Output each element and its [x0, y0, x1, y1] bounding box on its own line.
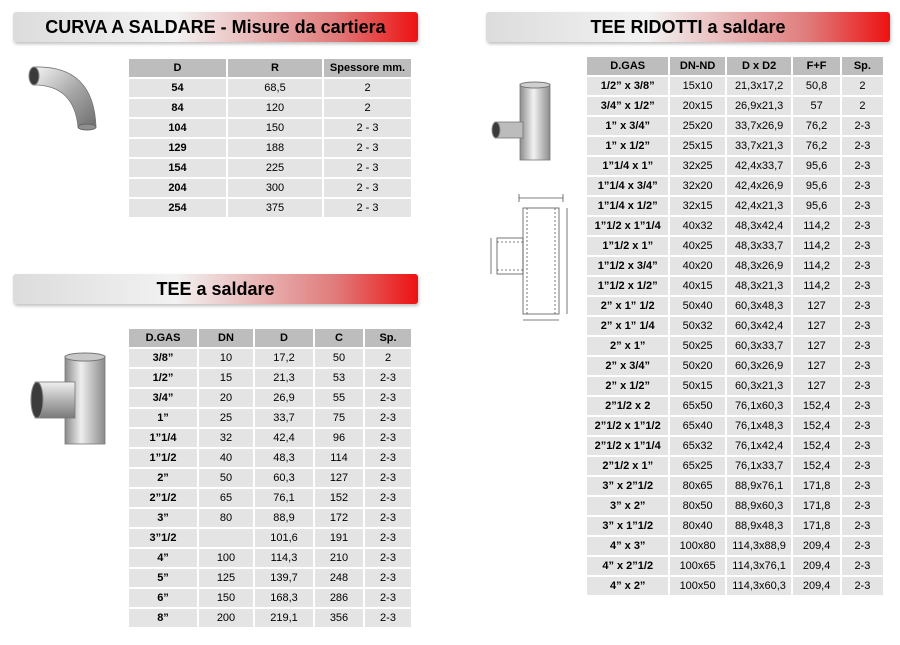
table-cell: 209,4 — [793, 557, 839, 575]
table-row — [587, 97, 883, 115]
column-header: DN — [199, 329, 253, 347]
table-cell: 2-3 — [842, 537, 883, 555]
table-cell: 3” — [129, 509, 197, 527]
table-cell: 2 - 3 — [324, 179, 411, 197]
column-header: Sp. — [842, 57, 883, 75]
table-cell: 50x32 — [670, 317, 724, 335]
table-cell: 76,1 — [255, 489, 313, 507]
table-row — [587, 457, 883, 475]
table-cell: 127 — [793, 337, 839, 355]
table-cell: 3”1/2 — [129, 529, 197, 547]
table-row — [129, 179, 411, 197]
table-cell: 32x25 — [670, 157, 724, 175]
table-cell: 101,6 — [255, 529, 313, 547]
tee-title-banner: TEE a saldare — [13, 274, 418, 304]
table-cell: 88,9x48,3 — [727, 517, 792, 535]
table-cell: 2 - 3 — [324, 199, 411, 217]
table-cell: 2-3 — [842, 457, 883, 475]
table-cell: 2”1/2 x 2 — [587, 397, 668, 415]
table-cell: 2-3 — [842, 317, 883, 335]
table-row — [129, 159, 411, 177]
elbow-pipe-image — [22, 55, 112, 135]
table-cell: 356 — [315, 609, 363, 627]
table-cell: 3/4” x 1/2” — [587, 97, 668, 115]
column-header: D — [129, 59, 226, 77]
table-cell: 2-3 — [842, 417, 883, 435]
table-cell: 15x10 — [670, 77, 724, 95]
table-cell: 26,9 — [255, 389, 313, 407]
table-cell: 127 — [793, 297, 839, 315]
table-cell: 2-3 — [842, 497, 883, 515]
table-cell: 152,4 — [793, 397, 839, 415]
table-row — [129, 569, 411, 587]
table-cell: 3/8” — [129, 349, 197, 367]
table-cell: 1/2” — [129, 369, 197, 387]
table-cell: 48,3x26,9 — [727, 257, 792, 275]
table-cell: 300 — [228, 179, 322, 197]
table-cell: 53 — [315, 369, 363, 387]
table-row — [587, 337, 883, 355]
table-cell: 375 — [228, 199, 322, 217]
table-cell: 1”1/2 x 1/2” — [587, 277, 668, 295]
table-cell: 3” x 2” — [587, 497, 668, 515]
table-cell: 42,4x21,3 — [727, 197, 792, 215]
table-cell: 84 — [129, 99, 226, 117]
table-row — [129, 449, 411, 467]
table-cell: 65x25 — [670, 457, 724, 475]
tee-ridotti-table — [585, 55, 885, 597]
table-cell: 50 — [315, 349, 363, 367]
table-cell: 171,8 — [793, 477, 839, 495]
table-cell: 2-3 — [365, 509, 411, 527]
table-cell: 210 — [315, 549, 363, 567]
table-row — [129, 529, 411, 547]
table-cell: 2-3 — [842, 337, 883, 355]
column-header: Spessore mm. — [324, 59, 411, 77]
table-cell: 2-3 — [842, 557, 883, 575]
table-cell: 80 — [199, 509, 253, 527]
table-cell: 65x50 — [670, 397, 724, 415]
table-row — [587, 277, 883, 295]
table-cell — [199, 529, 253, 547]
table-cell: 33,7x26,9 — [727, 117, 792, 135]
table-cell: 127 — [793, 317, 839, 335]
table-row — [587, 497, 883, 515]
table-cell: 2-3 — [842, 257, 883, 275]
table-cell: 33,7 — [255, 409, 313, 427]
table-cell: 171,8 — [793, 517, 839, 535]
table-cell: 2-3 — [842, 437, 883, 455]
table-row — [129, 369, 411, 387]
column-header: C — [315, 329, 363, 347]
table-cell: 254 — [129, 199, 226, 217]
table-cell: 4” — [129, 549, 197, 567]
table-cell: 55 — [315, 389, 363, 407]
table-cell: 2-3 — [842, 117, 883, 135]
table-row — [129, 609, 411, 627]
table-cell: 4” x 2” — [587, 577, 668, 595]
table-cell: 4” x 2”1/2 — [587, 557, 668, 575]
table-cell: 2” — [129, 469, 197, 487]
table-cell: 20 — [199, 389, 253, 407]
table-cell: 88,9x76,1 — [727, 477, 792, 495]
tee-ridotti-title-banner: TEE RIDOTTI a saldare — [486, 12, 890, 42]
table-cell: 42,4x26,9 — [727, 177, 792, 195]
table-cell: 286 — [315, 589, 363, 607]
table-cell: 21,3 — [255, 369, 313, 387]
table-row — [587, 317, 883, 335]
column-header: D — [255, 329, 313, 347]
table-cell: 172 — [315, 509, 363, 527]
table-cell: 127 — [315, 469, 363, 487]
table-cell: 80x40 — [670, 517, 724, 535]
curva-table — [127, 57, 413, 219]
table-cell: 2-3 — [842, 577, 883, 595]
table-cell: 6” — [129, 589, 197, 607]
table-cell: 2-3 — [842, 297, 883, 315]
table-cell: 40x20 — [670, 257, 724, 275]
table-cell: 114,3 — [255, 549, 313, 567]
table-cell: 1” x 1/2” — [587, 137, 668, 155]
table-cell: 1”1/4 x 1/2” — [587, 197, 668, 215]
table-cell: 2-3 — [842, 477, 883, 495]
table-cell: 40 — [199, 449, 253, 467]
table-cell: 2-3 — [842, 397, 883, 415]
table-cell: 127 — [793, 357, 839, 375]
table-cell: 21,3x17,2 — [727, 77, 792, 95]
table-cell: 152,4 — [793, 417, 839, 435]
table-cell: 2 - 3 — [324, 119, 411, 137]
table-row — [587, 157, 883, 175]
table-row — [129, 99, 411, 117]
table-cell: 50x25 — [670, 337, 724, 355]
table-cell: 1”1/4 x 3/4” — [587, 177, 668, 195]
table-cell: 1”1/4 x 1” — [587, 157, 668, 175]
column-header: DN-ND — [670, 57, 724, 75]
table-cell: 2”1/2 x 1” — [587, 457, 668, 475]
table-row — [587, 357, 883, 375]
table-cell: 60,3x21,3 — [727, 377, 792, 395]
table-cell: 154 — [129, 159, 226, 177]
table-row — [129, 549, 411, 567]
table-row — [129, 139, 411, 157]
column-header: D.GAS — [129, 329, 197, 347]
table-cell: 2-3 — [842, 277, 883, 295]
table-cell: 95,6 — [793, 197, 839, 215]
table-cell: 5” — [129, 569, 197, 587]
table-row — [587, 437, 883, 455]
table-cell: 60,3x42,4 — [727, 317, 792, 335]
table-row — [587, 117, 883, 135]
table-cell: 60,3 — [255, 469, 313, 487]
table-cell: 127 — [793, 377, 839, 395]
table-cell: 2-3 — [365, 569, 411, 587]
table-cell: 54 — [129, 79, 226, 97]
table-cell: 2-3 — [365, 589, 411, 607]
table-cell: 2” x 1” 1/2 — [587, 297, 668, 315]
table-cell: 2”1/2 x 1”1/4 — [587, 437, 668, 455]
table-cell: 88,9 — [255, 509, 313, 527]
table-cell: 50x15 — [670, 377, 724, 395]
table-cell: 219,1 — [255, 609, 313, 627]
table-cell: 104 — [129, 119, 226, 137]
table-cell: 42,4x33,7 — [727, 157, 792, 175]
table-cell: 50 — [199, 469, 253, 487]
table-row — [587, 477, 883, 495]
table-cell: 152,4 — [793, 457, 839, 475]
table-cell: 2” x 3/4” — [587, 357, 668, 375]
table-cell: 191 — [315, 529, 363, 547]
table-cell: 152,4 — [793, 437, 839, 455]
table-cell: 42,4 — [255, 429, 313, 447]
table-cell: 2-3 — [842, 157, 883, 175]
table-cell: 60,3x26,9 — [727, 357, 792, 375]
table-row — [587, 197, 883, 215]
table-row — [587, 397, 883, 415]
table-row — [129, 509, 411, 527]
table-cell: 75 — [315, 409, 363, 427]
table-cell: 1” x 3/4” — [587, 117, 668, 135]
table-cell: 50x40 — [670, 297, 724, 315]
table-cell: 80x50 — [670, 497, 724, 515]
table-cell: 15 — [199, 369, 253, 387]
table-row — [587, 577, 883, 595]
table-cell: 2-3 — [842, 517, 883, 535]
table-cell: 60,3x33,7 — [727, 337, 792, 355]
table-row — [587, 217, 883, 235]
table-cell: 32 — [199, 429, 253, 447]
table-cell: 76,1x60,3 — [727, 397, 792, 415]
table-row — [587, 177, 883, 195]
table-cell: 2-3 — [365, 549, 411, 567]
table-cell: 120 — [228, 99, 322, 117]
table-cell: 2 - 3 — [324, 159, 411, 177]
table-cell: 2-3 — [365, 529, 411, 547]
table-cell: 2-3 — [842, 177, 883, 195]
table-cell: 209,4 — [793, 577, 839, 595]
table-row — [587, 257, 883, 275]
table-row — [129, 119, 411, 137]
table-row — [587, 557, 883, 575]
table-row — [129, 489, 411, 507]
table-cell: 40x15 — [670, 277, 724, 295]
table-cell: 2”1/2 x 1”1/2 — [587, 417, 668, 435]
table-cell: 48,3x42,4 — [727, 217, 792, 235]
table-cell: 8” — [129, 609, 197, 627]
table-cell: 100x65 — [670, 557, 724, 575]
table-cell: 96 — [315, 429, 363, 447]
table-cell: 2-3 — [842, 217, 883, 235]
table-cell: 100x80 — [670, 537, 724, 555]
table-cell: 2-3 — [842, 357, 883, 375]
table-cell: 2-3 — [842, 137, 883, 155]
table-cell: 209,4 — [793, 537, 839, 555]
table-row — [587, 237, 883, 255]
tee-header-row — [129, 329, 411, 347]
table-cell: 150 — [199, 589, 253, 607]
table-cell: 1/2” x 3/8” — [587, 77, 668, 95]
table-cell: 2-3 — [365, 429, 411, 447]
table-cell: 2-3 — [365, 489, 411, 507]
table-row — [129, 79, 411, 97]
table-cell: 76,1x33,7 — [727, 457, 792, 475]
table-row — [129, 429, 411, 447]
table-cell: 48,3x21,3 — [727, 277, 792, 295]
table-cell: 76,1x42,4 — [727, 437, 792, 455]
table-cell: 2-3 — [365, 469, 411, 487]
table-cell: 2 — [365, 349, 411, 367]
table-cell: 114 — [315, 449, 363, 467]
table-cell: 1”1/2 — [129, 449, 197, 467]
table-row — [587, 517, 883, 535]
table-cell: 1”1/4 — [129, 429, 197, 447]
table-cell: 76,1x48,3 — [727, 417, 792, 435]
table-cell: 114,2 — [793, 217, 839, 235]
table-cell: 20x15 — [670, 97, 724, 115]
table-row — [129, 469, 411, 487]
table-cell: 17,2 — [255, 349, 313, 367]
table-cell: 114,2 — [793, 277, 839, 295]
table-cell: 2 — [324, 99, 411, 117]
table-row — [587, 537, 883, 555]
table-row — [129, 409, 411, 427]
table-row — [587, 417, 883, 435]
table-cell: 139,7 — [255, 569, 313, 587]
table-cell: 2-3 — [842, 197, 883, 215]
tee-ridotti-header-row — [587, 57, 883, 75]
table-cell: 204 — [129, 179, 226, 197]
table-cell: 2”1/2 — [129, 489, 197, 507]
table-cell: 3” x 1”1/2 — [587, 517, 668, 535]
table-cell: 2-3 — [365, 369, 411, 387]
table-cell: 65x40 — [670, 417, 724, 435]
table-cell: 171,8 — [793, 497, 839, 515]
table-cell: 32x15 — [670, 197, 724, 215]
table-row — [587, 137, 883, 155]
table-cell: 114,3x60,3 — [727, 577, 792, 595]
table-row — [587, 77, 883, 95]
table-row — [129, 589, 411, 607]
table-cell: 168,3 — [255, 589, 313, 607]
table-cell: 1” — [129, 409, 197, 427]
table-cell: 10 — [199, 349, 253, 367]
column-header: F+F — [793, 57, 839, 75]
table-cell: 100x50 — [670, 577, 724, 595]
table-cell: 57 — [793, 97, 839, 115]
table-row — [129, 199, 411, 217]
table-row — [587, 377, 883, 395]
table-cell: 114,2 — [793, 237, 839, 255]
table-cell: 200 — [199, 609, 253, 627]
tee-pipe-image — [25, 350, 125, 450]
table-cell: 65 — [199, 489, 253, 507]
table-cell: 114,2 — [793, 257, 839, 275]
table-cell: 3” x 2”1/2 — [587, 477, 668, 495]
table-cell: 152 — [315, 489, 363, 507]
table-cell: 26,9x21,3 — [727, 97, 792, 115]
table-cell: 129 — [129, 139, 226, 157]
table-cell: 68,5 — [228, 79, 322, 97]
table-cell: 2” x 1” 1/4 — [587, 317, 668, 335]
table-cell: 2 — [842, 97, 883, 115]
table-cell: 2-3 — [365, 609, 411, 627]
table-cell: 50x20 — [670, 357, 724, 375]
table-cell: 60,3x48,3 — [727, 297, 792, 315]
table-cell: 76,2 — [793, 137, 839, 155]
table-cell: 40x32 — [670, 217, 724, 235]
reducing-tee-image — [487, 80, 572, 165]
curva-title-banner: CURVA A SALDARE - Misure da cartiera — [13, 12, 418, 42]
table-cell: 80x65 — [670, 477, 724, 495]
table-cell: 188 — [228, 139, 322, 157]
table-cell: 32x20 — [670, 177, 724, 195]
table-cell: 2-3 — [842, 237, 883, 255]
table-cell: 25 — [199, 409, 253, 427]
table-cell: 150 — [228, 119, 322, 137]
table-cell: 248 — [315, 569, 363, 587]
table-row — [129, 349, 411, 367]
table-row — [129, 389, 411, 407]
table-cell: 2 — [324, 79, 411, 97]
table-cell: 50,8 — [793, 77, 839, 95]
table-cell: 33,7x21,3 — [727, 137, 792, 155]
table-cell: 125 — [199, 569, 253, 587]
table-cell: 48,3 — [255, 449, 313, 467]
table-cell: 2” x 1/2” — [587, 377, 668, 395]
table-cell: 2-3 — [365, 389, 411, 407]
table-cell: 1”1/2 x 3/4” — [587, 257, 668, 275]
table-cell: 2 — [842, 77, 883, 95]
curva-header-row — [129, 59, 411, 77]
table-cell: 3/4” — [129, 389, 197, 407]
table-cell: 88,9x60,3 — [727, 497, 792, 515]
table-cell: 1”1/2 x 1” — [587, 237, 668, 255]
table-cell: 2-3 — [365, 449, 411, 467]
table-cell: 65x32 — [670, 437, 724, 455]
table-cell: 25x20 — [670, 117, 724, 135]
table-cell: 100 — [199, 549, 253, 567]
table-cell: 1”1/2 x 1”1/4 — [587, 217, 668, 235]
table-cell: 225 — [228, 159, 322, 177]
table-row — [587, 297, 883, 315]
table-cell: 95,6 — [793, 177, 839, 195]
table-cell: 76,2 — [793, 117, 839, 135]
table-cell: 25x15 — [670, 137, 724, 155]
table-cell: 4” x 3” — [587, 537, 668, 555]
table-cell: 2-3 — [365, 409, 411, 427]
table-cell: 114,3x76,1 — [727, 557, 792, 575]
tee-table — [127, 327, 413, 629]
table-cell: 2 - 3 — [324, 139, 411, 157]
table-cell: 95,6 — [793, 157, 839, 175]
column-header: Sp. — [365, 329, 411, 347]
reducing-tee-technical-drawing — [483, 190, 578, 325]
table-cell: 40x25 — [670, 237, 724, 255]
column-header: D.GAS — [587, 57, 668, 75]
table-cell: 2-3 — [842, 377, 883, 395]
column-header: D x D2 — [727, 57, 792, 75]
table-cell: 2” x 1” — [587, 337, 668, 355]
table-cell: 48,3x33,7 — [727, 237, 792, 255]
table-cell: 114,3x88,9 — [727, 537, 792, 555]
column-header: R — [228, 59, 322, 77]
